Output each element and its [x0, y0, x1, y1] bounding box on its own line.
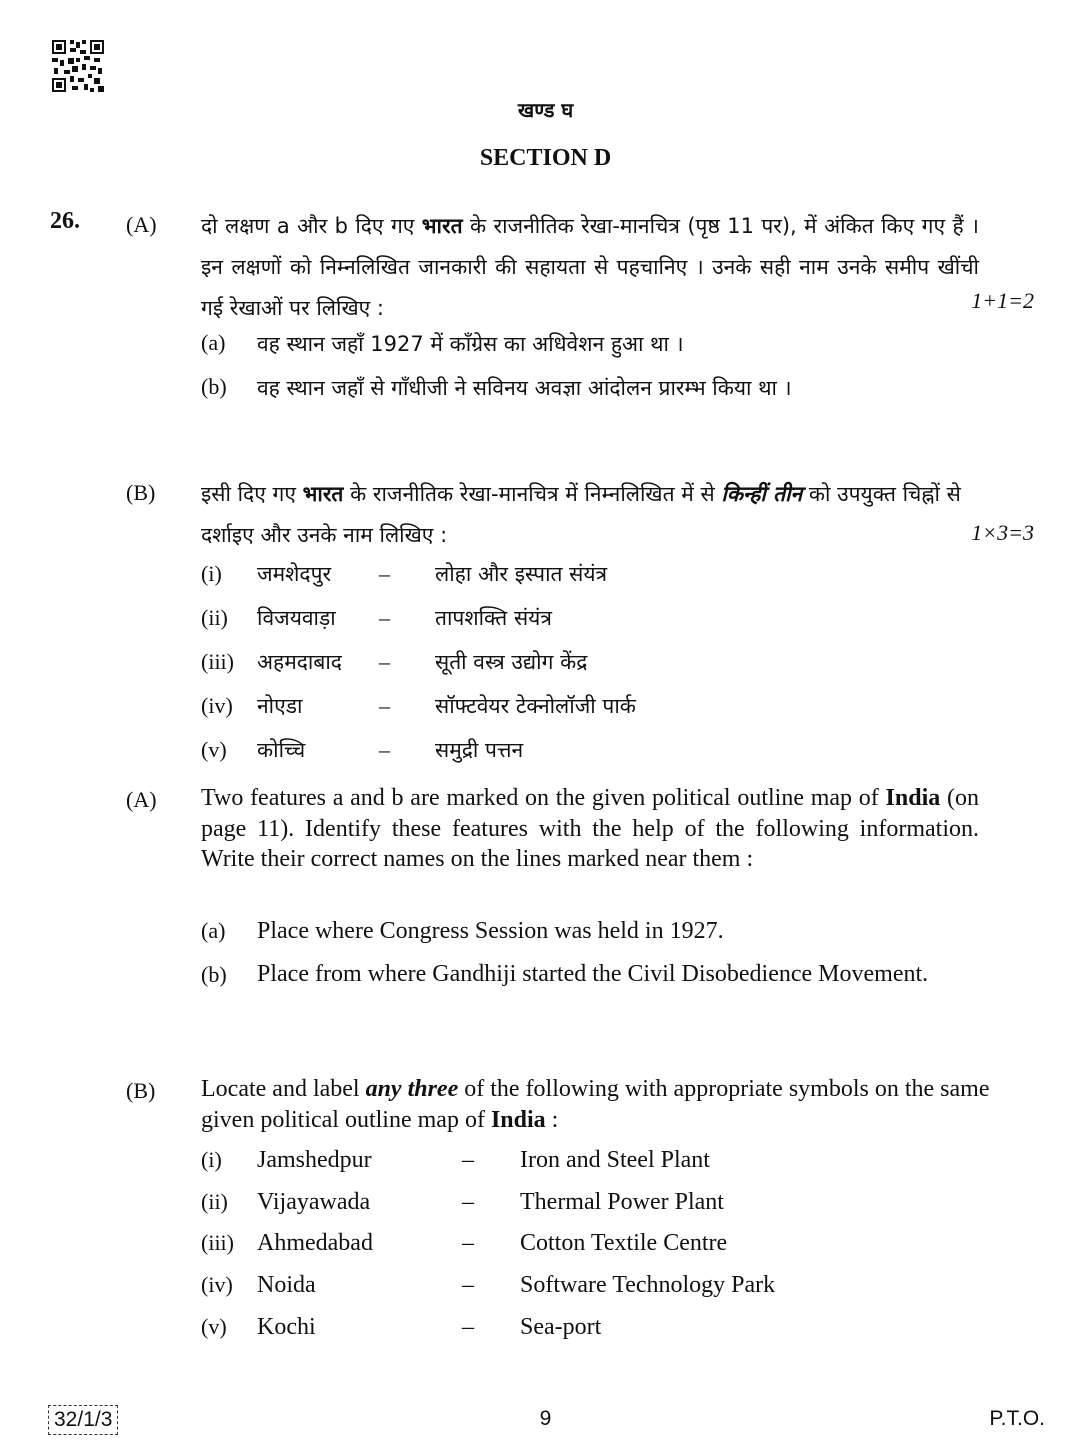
english-part-a-label: (A) [126, 787, 157, 812]
item-label: (iii) [201, 1230, 234, 1255]
english-location-row [201, 1147, 710, 1174]
hindi-part-a-item [201, 374, 1001, 402]
item-label: (v) [201, 737, 227, 762]
feature-name: समुद्री पत्तन [435, 738, 524, 762]
bold-term: भारत [421, 214, 463, 238]
hindi-part-b-label: (B) [126, 480, 156, 505]
hindi-location-row [201, 560, 607, 588]
item-label: (a) [201, 330, 226, 355]
bold-term: भारत [302, 482, 344, 506]
city-name: कोच्चि [257, 738, 306, 762]
city-name: जमशेदपुर [257, 562, 332, 586]
bold-term: India [885, 785, 941, 811]
english-location-row [201, 1314, 601, 1341]
item-text: वह स्थान जहाँ 1927 में काँग्रेस का अधिवेशन हुआ था । [257, 332, 684, 356]
text-segment: (on page 11). Identify these features with the help of the following information. Write their correct names on the lines marked near them : [201, 785, 979, 872]
city-name: अहमदाबाद [257, 650, 342, 674]
hindi-location-row [201, 604, 552, 632]
item-label: (v) [201, 1314, 227, 1339]
dash: – [379, 737, 390, 762]
dash: – [379, 561, 390, 586]
question-number: 26. [50, 208, 80, 234]
item-label: (iv) [201, 1272, 233, 1297]
hindi-location-row [201, 692, 636, 720]
item-label: (iii) [201, 649, 234, 674]
city-name: Ahmedabad [257, 1230, 373, 1256]
feature-name: Iron and Steel Plant [520, 1147, 710, 1173]
item-label: (a) [201, 918, 226, 943]
bold-italic-term: किन्हीं तीन [721, 482, 803, 506]
city-name: Noida [257, 1272, 316, 1298]
item-label: (i) [201, 561, 222, 586]
hindi-part-b-text [201, 474, 991, 556]
text-segment: इसी दिए गए [201, 482, 303, 506]
feature-name: लोहा और इस्पात संयंत्र [435, 562, 608, 586]
english-part-a-text [201, 783, 979, 875]
text-segment: : [545, 1106, 559, 1133]
item-label: (iv) [201, 693, 233, 718]
feature-name: Software Technology Park [520, 1272, 776, 1298]
english-part-b-text [201, 1074, 1011, 1135]
item-text: वह स्थान जहाँ से गाँधीजी ने सविनय अवज्ञा आंदोलन प्रारम्भ किया था । [257, 376, 792, 400]
city-name: विजयवाड़ा [257, 606, 336, 630]
section-heading: SECTION D [479, 145, 612, 171]
section-heading-hindi: खण्ड घ [517, 98, 574, 122]
pto-label: P.T.O. [989, 1407, 1045, 1430]
english-location-row [201, 1189, 724, 1216]
text-segment: के राजनीतिक रेखा-मानचित्र में निम्नलिखित में से [343, 482, 722, 506]
qr-code-icon [52, 40, 104, 92]
dash: – [462, 1230, 474, 1256]
item-label: (b) [201, 962, 227, 987]
feature-name: सूती वस्त्र उद्योग केंद्र [435, 650, 588, 674]
page-number: 9 [539, 1407, 552, 1430]
english-part-b-label: (B) [126, 1078, 156, 1103]
text-segment: दो लक्षण a और b दिए गए [201, 214, 422, 238]
feature-name: तापशक्ति संयंत्र [435, 606, 552, 630]
item-text: Place from where Gandhiji started the Civil Disobedience Movement. [257, 961, 929, 987]
bold-term: India [490, 1106, 546, 1133]
english-part-a-item [201, 958, 997, 991]
english-location-row [201, 1230, 727, 1257]
text-segment: के राजनीतिक रेखा-मानचित्र (पृष्ठ 11 पर), में अंकित किए गए हैं । इन लक्षणों को निम्नलिखित जानकारी की सहायता से पहचानिए । उनके सही नाम उनके समीप खींची गई रेखाओं पर लिखिए : [201, 214, 980, 320]
dash: – [462, 1272, 474, 1298]
item-label: (i) [201, 1147, 222, 1172]
text-segment: को उपयुक्त चिह्नों से दर्शाइए और उनके नाम लिखिए : [201, 482, 961, 547]
item-label: (b) [201, 374, 227, 399]
city-name: Vijayawada [257, 1189, 371, 1215]
bold-italic-term: any three [365, 1076, 459, 1102]
hindi-part-a-marks: 1+1=2 [971, 288, 1034, 313]
hindi-part-a-label: (A) [126, 212, 157, 237]
item-text: Place where Congress Session was held in 1927. [257, 918, 724, 944]
feature-name: Thermal Power Plant [520, 1189, 724, 1215]
hindi-part-a-text [201, 206, 979, 329]
text-segment: Locate and label [201, 1076, 366, 1102]
item-label: (ii) [201, 605, 228, 630]
dash: – [462, 1147, 474, 1173]
feature-name: Cotton Textile Centre [520, 1230, 728, 1256]
paper-code: 32/1/3 [48, 1405, 118, 1435]
hindi-part-a-item [201, 330, 1001, 358]
text-segment: of the following with appropriate symbols on the same given political outline map of [201, 1076, 990, 1133]
hindi-location-row [201, 648, 587, 676]
city-name: Jamshedpur [257, 1147, 372, 1173]
dash: – [379, 649, 390, 674]
dash: – [462, 1314, 474, 1340]
dash: – [379, 693, 390, 718]
english-part-a-item [201, 916, 1001, 946]
dash: – [462, 1189, 474, 1215]
feature-name: Sea-port [520, 1314, 602, 1340]
hindi-part-b-marks: 1×3=3 [971, 520, 1034, 545]
item-label: (ii) [201, 1189, 228, 1214]
text-segment: Two features a and b are marked on the given political outline map of [201, 785, 886, 811]
dash: – [379, 605, 390, 630]
city-name: Kochi [257, 1314, 316, 1340]
hindi-location-row [201, 736, 523, 764]
city-name: नोएडा [257, 694, 303, 718]
english-location-row [201, 1272, 775, 1299]
feature-name: सॉफ्टवेयर टेक्नोलॉजी पार्क [435, 694, 636, 718]
